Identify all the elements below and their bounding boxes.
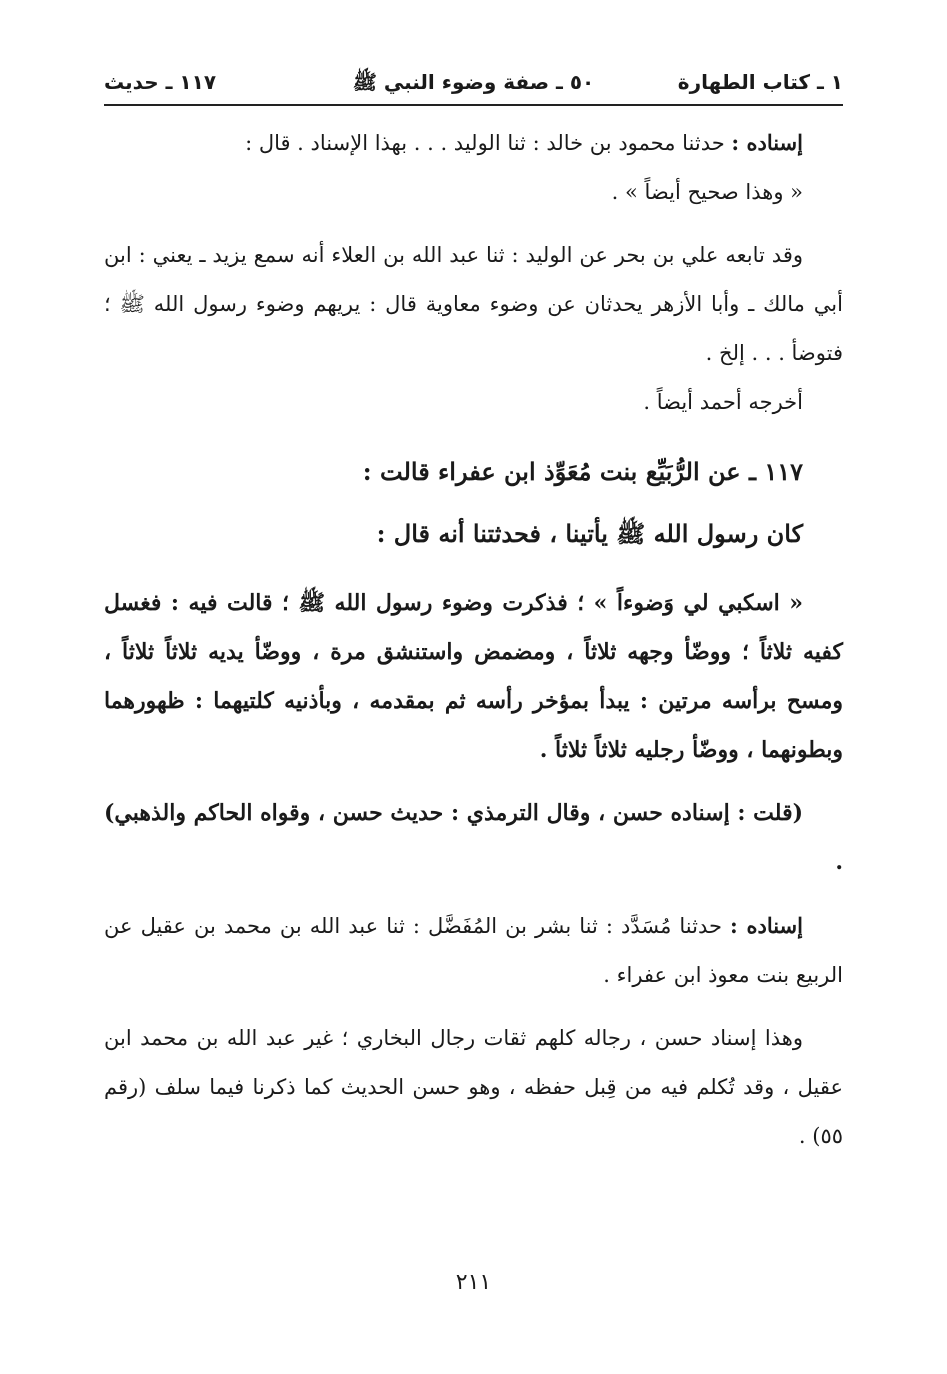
author-grading: (قلت : إسناده حسن ، وقال الترمذي : حديث حسن ، وقواه الحاكم والذهبي) .	[104, 800, 843, 875]
isnad-paragraph	[104, 118, 843, 168]
isnad-text-2: حدثنا مُسَدَّد : ثنا بشر بن المُفَضَّل : ثنا عبد الله بن محمد بن عقيل عن الربيع بنت معوذ ابن عفراء .	[104, 914, 843, 987]
follow-up-narration: وقد تابعه علي بن بحر عن الوليد : ثنا عبد الله بن العلاء أنه سمع يزيد ـ يعني : ابن أبي مالك ـ وأبا الأزهر يحدثان عن وضوء معاوية قال : يريهم وضوء رسول الله ﷺ ؛ فتوضأ . . . إلخ .	[104, 243, 843, 365]
isnad-label-2: إسناده :	[730, 913, 803, 938]
hadith-intro: كان رسول الله ﷺ يأتينا ، فحدثتنا أنه قال :	[376, 519, 803, 548]
isnad-text: حدثنا محمود بن خالد : ثنا الوليد . . . بهذا الإسناد . قال :	[245, 131, 732, 155]
running-header	[104, 64, 843, 104]
header-chapter-title: ٥٠ ـ صفة وضوء النبي ﷺ	[352, 70, 595, 94]
isnad-label: إسناده :	[731, 130, 803, 155]
hadith-text: « اسكبي لي وَضوءاً » ؛ فذكرت وضوء رسول الله ﷺ ؛ قالت فيه : فغسل كفيه ثلاثاً ؛ ووضّأ وجهه ثلاثاً ، ومضمض واستنشق مرة ، ووضّأ يديه ثلاثاً ثلاثاً ، ومسح برأسه مرتين : يبدأ بمؤخر رأسه ثم بمقدمه ، وبأذنيه كلتيهما : ظهورهما وبطونهما ، ووضّأ رجليه ثلاثاً ثلاثاً .	[104, 590, 844, 763]
header-book-title: ١ ـ كتاب الطهارة	[677, 70, 843, 94]
page-body	[104, 118, 843, 1161]
grading-quote: « وهذا صحيح أيضاً » .	[611, 180, 803, 204]
header-divider	[104, 104, 843, 106]
header-hadith-number: ١١٧ ـ حديث	[104, 70, 217, 94]
page-number: ٢١١	[455, 1270, 492, 1295]
commentary-paragraph: وهذا إسناد حسن ، رجاله كلهم ثقات رجال البخاري ؛ غير عبد الله بن محمد ابن عقيل ، وقد تُكلم فيه من قِبل حفظه ، وهو حسن الحديث كما ذكرنا فيما سلف (رقم ٥٥) .	[104, 1026, 843, 1148]
isnad-paragraph-2	[104, 901, 843, 1000]
takhrij-note: أخرجه أحمد أيضاً .	[643, 390, 803, 414]
hadith-heading: ١١٧ ـ عن الرُّبَيِّع بنت مُعَوِّذ ابن عفراء قالت :	[362, 457, 803, 486]
